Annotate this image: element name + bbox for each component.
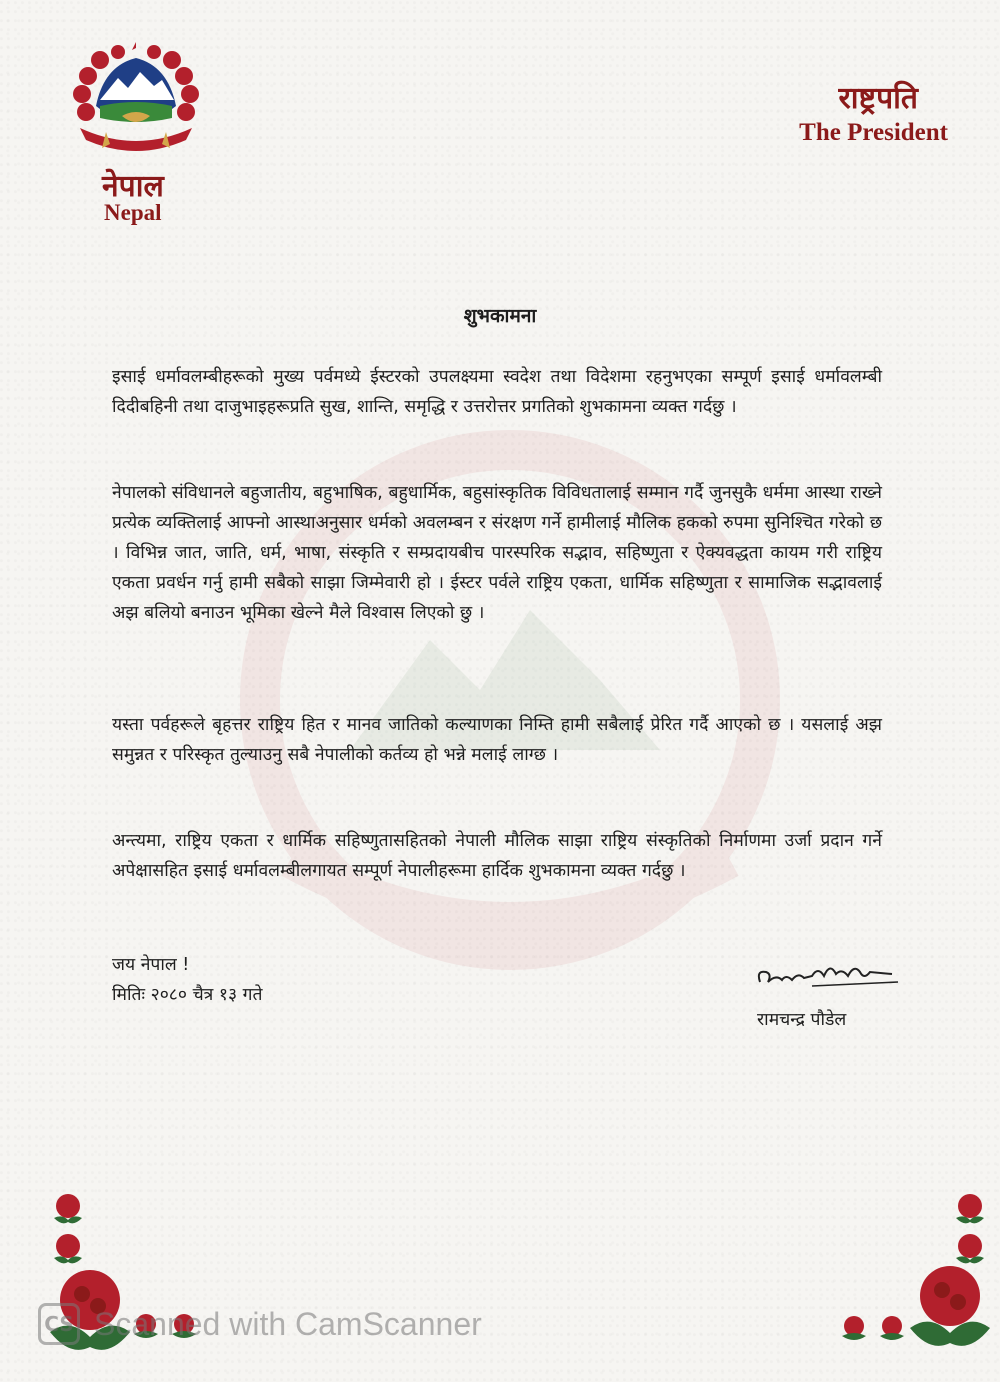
letter-paragraph-4: अन्त्यमा, राष्ट्रिय एकता र धार्मिक सहिष्णुतासहितको नेपाली मौलिक साझा राष्ट्रिय संस्कृतिको निर्माणमा उर्जा प्रदान गर्ने अपेक्षासहित इसाई धर्मावलम्बीलगायत सम्पूर्ण नेपालीहरूमा हार्दिक शुभकामना व्यक्त गर्दछु । [112,831,882,881]
rhododendron-icon [876,1312,908,1344]
flag-icon [132,42,136,50]
motto-ribbon [80,128,192,151]
letter-paragraph-3: यस्ता पर्वहरूले बृहत्तर राष्ट्रिय हित र मानव जातिको कल्याणका निम्ति हामी सबैलाई प्रेरित गर्दै आएको छ । यसलाई अझ समुन्नत र परिस्कृत तुल्याउनु सबै नेपालीको कर्तव्य हो भन्ने मलाई लाग्छ । [112,715,882,765]
office-title-english: The President [799,119,948,146]
letter-paragraph-1: इसाई धर्मावलम्बीहरूको मुख्य पर्वमध्ये ईस्टरको उपलक्ष्यमा स्वदेश तथा विदेशमा रहनुभएका सम्पूर्ण इसाई धर्मावलम्बी दिदीबहिनी तथा दाजुभाइहरूप्रति सुख, शान्ति, समृद्धि र उत्तरोत्तर प्रगतिको शुभकामना व्यक्त गर्दछु । [112,367,882,417]
office-title-nepali: राष्ट्रपति [838,81,918,116]
letter-paragraph-2: नेपालको संविधानले बहुजातीय, बहुभाषिक, बहुधार्मिक, बहुसांस्कृतिक विविधतालाई सम्मान गर्दै जुनसुकै धर्ममा आस्था राख्ने प्रत्येक व्यक्तिलाई आफ्नो आस्थाअनुसार धर्मको अवलम्बन र संरक्षण गर्ने हामीलाई मौलिक हकको रुपमा सुनिश्चित गरेको छ । विभिन्न जात, जाति, धर्म, भाषा, संस्कृति र सम्प्रदायबीच पारस्परिक सद्भाव, सहिष्णुता र ऐक्यवद्धता कायम गरी राष्ट्रिय एकता प्रवर्धन गर्नु हामी सबैको साझा जिम्मेवारी हो । ईस्टर पर्वले राष्ट्रिय एकता, धार्मिक सहिष्णुता र सामाजिक सद्भावलाई अझ बलियो बनाउन भूमिका खेल्ने मैले विश्वास लिएको छु । [112,483,882,623]
letter-date: मितिः २०८० चैत्र १३ गते [112,985,263,1005]
camscanner-logo-icon: CS [38,1303,80,1345]
camscanner-text: Scanned with CamScanner [94,1305,482,1342]
handwritten-signature [752,952,902,998]
rhododendron-icon [838,1312,870,1344]
camscanner-watermark [38,1302,482,1346]
nepal-emblem [62,36,212,226]
letter-title: शुभकामना [463,305,537,327]
rhododendron-icon [950,1188,990,1228]
country-name-english: Nepal [104,200,162,225]
rhododendron-large-icon [900,1258,1000,1358]
signer-name: रामचन्द्र पौडेल [757,1010,847,1030]
letter-closing [112,950,263,1010]
rhododendron-icon [48,1188,88,1228]
closing-salutation: जय नेपाल ! [112,955,190,975]
coat-of-arms-icon [66,36,206,156]
office-header [799,76,948,147]
country-name-nepali: नेपाल [102,169,164,204]
